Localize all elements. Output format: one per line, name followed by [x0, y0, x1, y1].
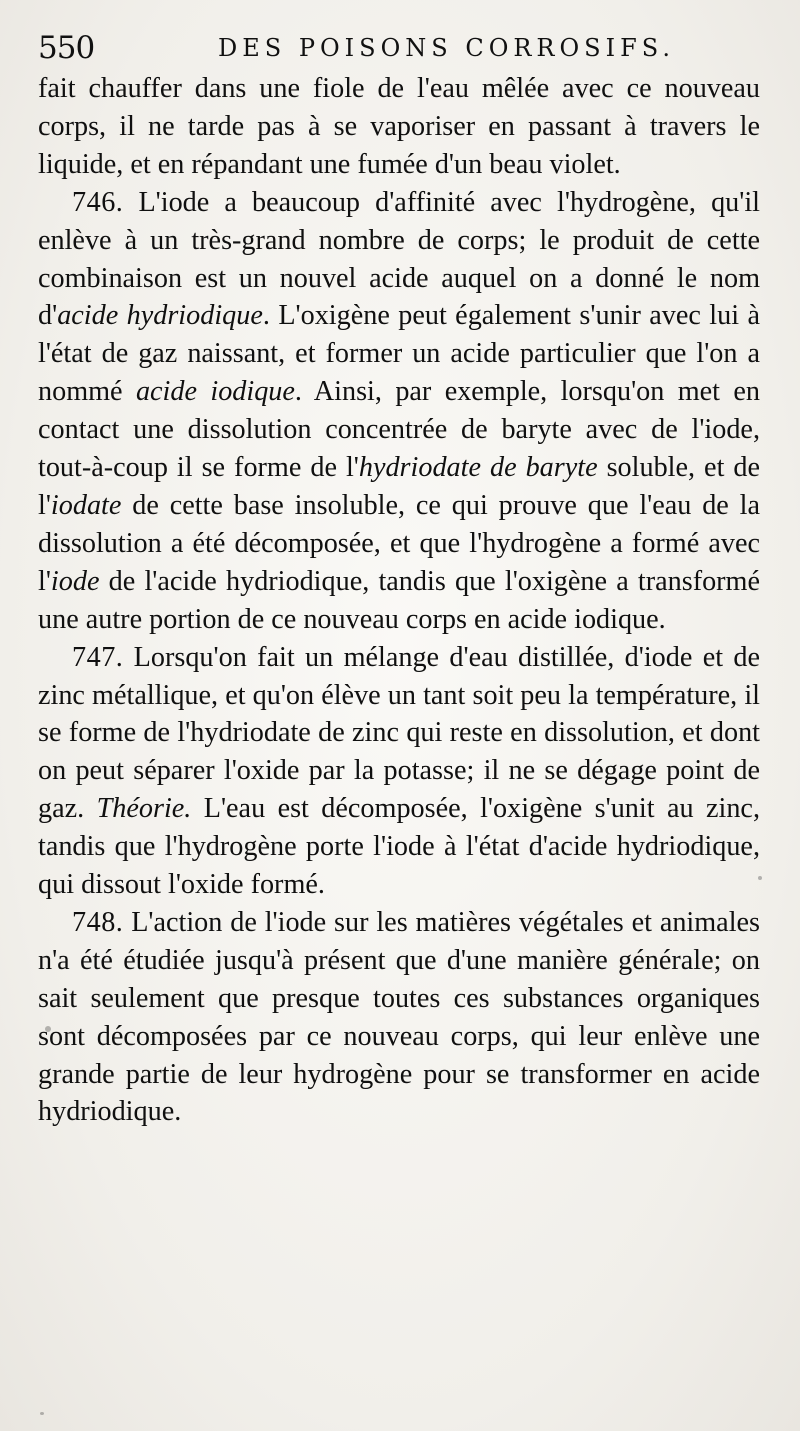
paragraph-text: . Ainsi, par exemple, lorsqu'on met en contact une dissolution concentrée de baryte avec de l'iode, tout-à-coup il se forme de l': [38, 376, 760, 484]
body-text: [38, 70, 760, 1131]
paragraph-text: de l'acide hydriodique, tandis que l'oxigène a transformé une autre portion de ce nouveau corps en acide iodique.: [38, 565, 760, 635]
paragraph-text: L'action de l'iode sur les matières végétales et animales n'a été étudiée jusqu'à présent que d'une manière générale; on sait seulement que presque toutes ces substances organiques sont décomposées par ce nouveau corps, qui leur enlève une grande partie de leur hydrogène pour se transformer en acide hydriodique.: [38, 906, 761, 1128]
paragraph-number: 747.: [72, 641, 124, 673]
page-number: 550: [38, 30, 95, 66]
paragraph-number: 746.: [72, 186, 124, 218]
paragraph-text: Lorsqu'on fait un mélange d'eau distillée, d'iode et de zinc métallique, et qu'on élève un tant soit peu la température, il se forme de l'hydriodate de zinc qui reste en dissolution, et dont on peut séparer l'oxide par la potasse; il ne se dégage point de gaz.: [38, 641, 760, 825]
page-header: [38, 28, 760, 68]
paragraph-text: L'iode a beaucoup d'affinité avec l'hydrogène, qu'il enlève à un très-grand nombre de corps; le produit de cette combinaison est un nouvel acide auquel on a donné le nom d': [38, 186, 761, 332]
italic-term: iode: [50, 565, 100, 597]
ink-speck: [758, 876, 762, 880]
paragraph-text: . L'oxigène peut également s'unir avec lui à l'état de gaz naissant, et former un acide particulier que l'on a nommé: [38, 300, 760, 408]
paragraph-text: de cette base insoluble, ce qui prouve que l'eau de la dissolution a été décomposée, et que l'hydrogène a formé avec l': [38, 489, 760, 597]
italic-term: hydriodate de baryte: [358, 452, 598, 484]
italic-term: Théorie.: [96, 793, 192, 825]
ink-speck: [40, 1412, 44, 1415]
italic-term: acide iodique: [135, 376, 295, 408]
paragraph-746: [38, 184, 760, 639]
paragraph-747: [38, 639, 760, 904]
paragraph-text: fait chauffer dans une fiole de l'eau mêlée avec ce nouveau corps, il ne tarde pas à se vaporiser en passant à travers le liquide, et en répandant une fumée d'un beau violet.: [38, 73, 760, 180]
italic-term: iodate: [50, 489, 122, 521]
italic-term: acide hydriodique: [57, 300, 263, 332]
paragraph-text: L'eau est décomposée, l'oxigène s'unit au zinc, tandis que l'hydrogène porte l'iode à l'état d'acide hydriodique, qui dissout l'oxide formé.: [38, 793, 760, 901]
paragraph-748: [38, 904, 760, 1131]
paragraph-number: 748.: [72, 906, 124, 938]
paragraph-text: soluble, et de l': [38, 452, 760, 521]
running-head: DES POISONS CORROSIFS.: [218, 34, 675, 62]
ink-speck: [45, 1026, 51, 1032]
paragraph-continued: [38, 70, 760, 184]
